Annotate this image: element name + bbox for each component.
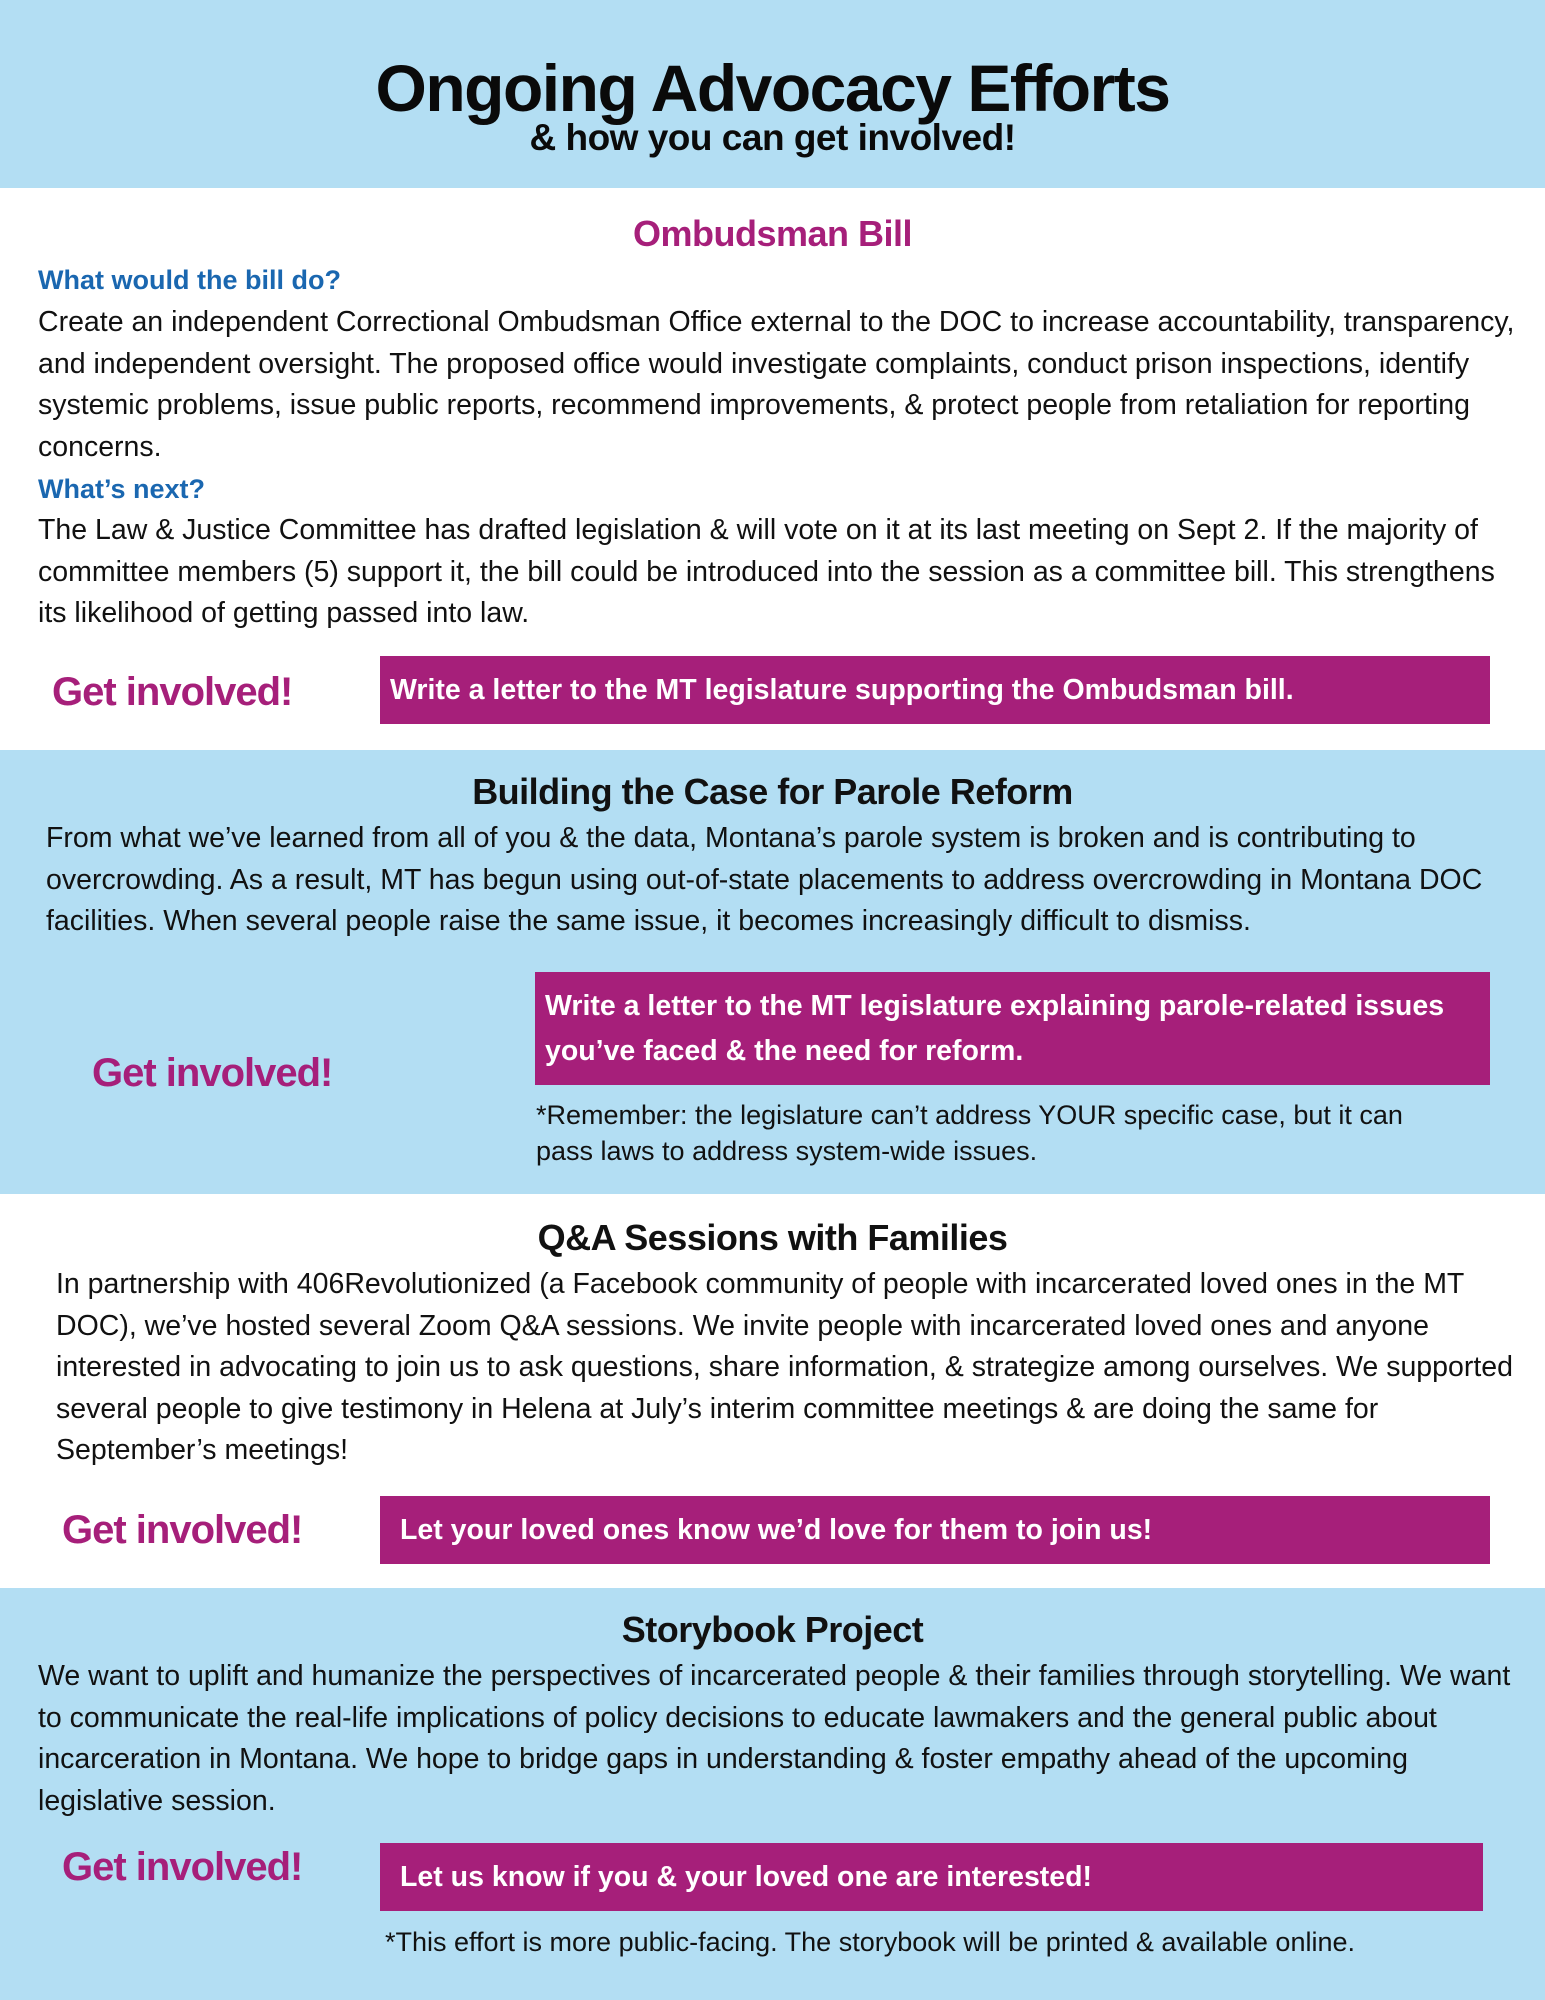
ombudsman-answer-what: Create an independent Correctional Ombudsman Office external to the DOC to increase accountability, transparency, and independent oversight. The proposed office would investigate complaints, conduct prison inspections, identify systemic problems, issue public reports, recommend improvements, & protect people from retaliation for reporting concerns.	[38, 306, 1515, 463]
qa-title: Q&A Sessions with Families	[537, 1217, 1008, 1258]
storybook-title: Storybook Project	[621, 1609, 924, 1650]
ombudsman-cta: Write a letter to the MT legislature supporting the Ombudsman bill.	[380, 656, 1490, 724]
ombudsman-question-what: What would the bill do?	[38, 265, 341, 295]
parole-body: From what we’ve learned from all of you & the data, Montana’s parole system is broken and is contributing to overcrowding. As a result, MT has begun using out-of-state placements to address overcrowding in Montana DOC facilities. When several people raise the same issue, it becomes increasingly difficult to dismiss.	[46, 822, 1483, 937]
parole-title: Building the Case for Parole Reform	[472, 771, 1073, 812]
ombudsman-get-involved: Get involved!	[52, 670, 293, 714]
ombudsman-question-next: What’s next?	[38, 474, 206, 504]
page-subtitle: & how you can get involved!	[529, 117, 1016, 158]
storybook-get-involved: Get involved!	[62, 1845, 303, 1889]
storybook-cta: Let us know if you & your loved one are interested!	[380, 1843, 1483, 1911]
qa-cta: Let your loved ones know we’d love for them to join us!	[380, 1496, 1490, 1564]
parole-get-involved: Get involved!	[92, 1051, 333, 1095]
ombudsman-answer-next: The Law & Justice Committee has drafted legislation & will vote on it at its last meeting on Sept 2. If the majority of committee members (5) support it, the bill could be introduced into the session as a committee bill. This strengthens its likelihood of getting passed into law.	[38, 514, 1495, 629]
parole-note: *Remember: the legislature can’t address YOUR specific case, but it can pass laws to address system-wide issues.	[536, 1100, 1403, 1166]
qa-body: In partnership with 406Revolutionized (a Facebook community of people with incarcerated loved ones in the MT DOC), we’ve hosted several Zoom Q&A sessions. We invite people with incarcerated loved ones and anyone interested in advocating to join us to ask questions, share information, & strategize among ourselves. We supported several people to give testimony in Helena at July’s interim committee meetings & are doing the same for September’s meetings!	[56, 1268, 1513, 1466]
qa-get-involved: Get involved!	[62, 1508, 303, 1552]
storybook-note: *This effort is more public-facing. The storybook will be printed & available online.	[385, 1927, 1355, 1957]
ombudsman-title: Ombudsman Bill	[632, 213, 913, 254]
storybook-body: We want to uplift and humanize the perspectives of incarcerated people & their families through storytelling. We want to communicate the real-life implications of policy decisions to educate lawmakers and the general public about incarceration in Montana. We hope to bridge gaps in understanding & foster empathy ahead of the upcoming legislative session.	[38, 1660, 1511, 1817]
page-title: Ongoing Advocacy Efforts	[375, 51, 1170, 125]
parole-cta: Write a letter to the MT legislature explaining parole-related issues you’ve faced & the need for reform.	[535, 972, 1490, 1085]
